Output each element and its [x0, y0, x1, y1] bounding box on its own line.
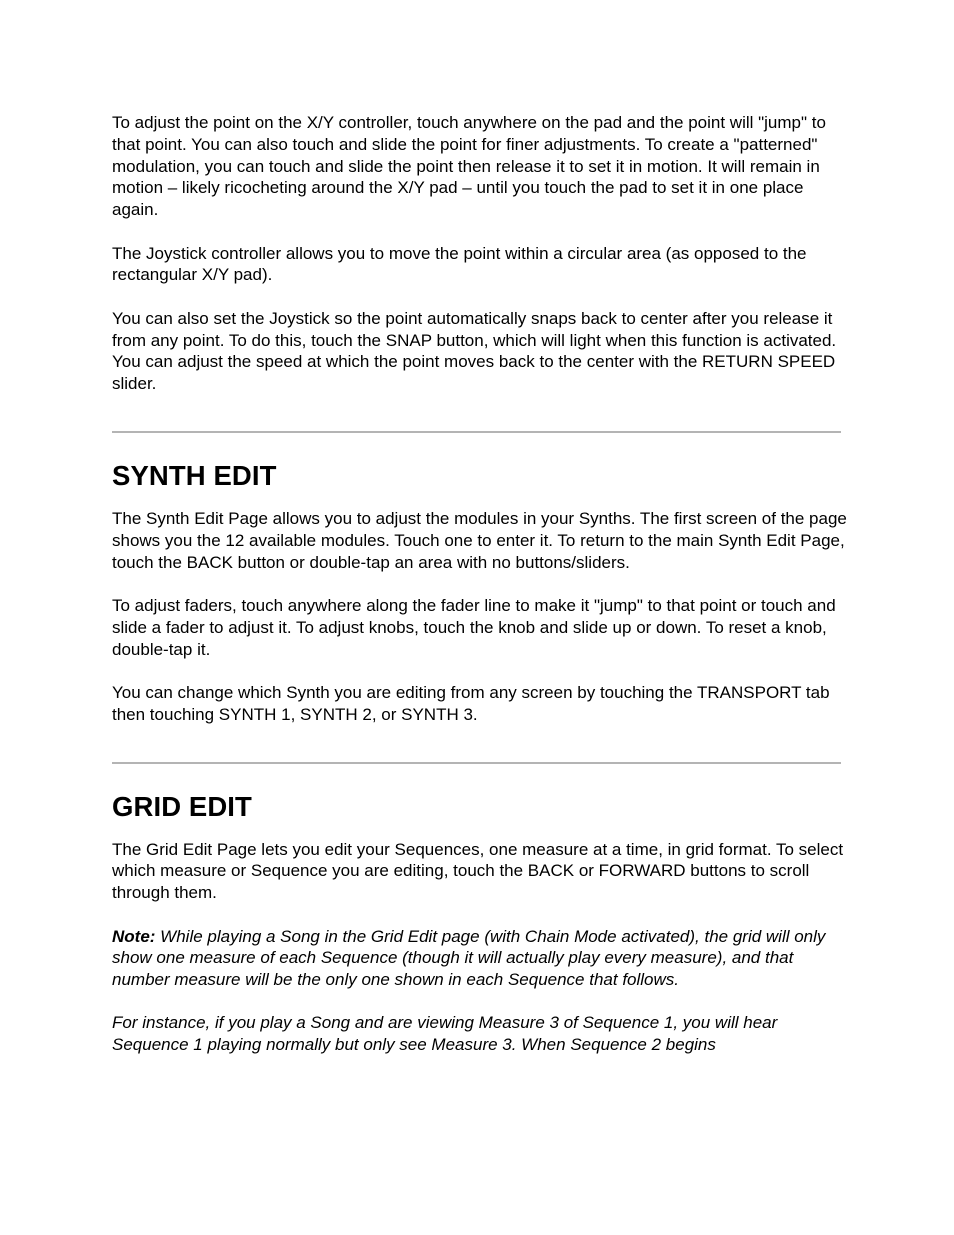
grid-edit-heading: GRID EDIT — [112, 790, 252, 822]
synth-edit-paragraph-3: You can change which Synth you are editing from any screen by touching the TRANSPORT tab then touching SYNTH 1, SYNTH 2, or SYNTH 3. — [112, 682, 830, 724]
synth-edit-paragraph-1: The Synth Edit Page allows you to adjust the modules in your Synths. The first screen of the page shows you the 12 available modules. Touch one to enter it. To return to the main Synth Edit Page, touch the BACK button or double-tap an area with no buttons/sliders. — [112, 508, 847, 572]
note-label: Note: — [112, 926, 156, 946]
synth-edit-paragraph-2: To adjust faders, touch anywhere along the fader line to make it "jump" to that point or touch and slide a fader to adjust it. To adjust knobs, touch the knob and slide up or down. To reset a knob, double-tap it. — [112, 595, 836, 659]
grid-edit-note — [112, 926, 848, 991]
document-page — [112, 112, 848, 1056]
synth-edit-heading: SYNTH EDIT — [112, 459, 277, 491]
intro-paragraph-2: The Joystick controller allows you to move the point within a circular area (as opposed to the rectangular X/Y pad). — [112, 243, 807, 285]
grid-edit-paragraph-3: For instance, if you play a Song and are viewing Measure 3 of Sequence 1, you will hear Sequence 1 playing normally but only see Measure 3. When Sequence 2 begins — [112, 1013, 778, 1055]
note-text: While playing a Song in the Grid Edit page (with Chain Mode activated), the grid will only show one measure of each Sequence (though it will actually play every measure), and that number measure will be the only one shown in each Sequence that follows. — [112, 926, 826, 990]
intro-paragraph-3: You can also set the Joystick so the point automatically snaps back to center after you release it from any point. To do this, touch the SNAP button, which will light when this function is activated. You can adjust the speed at which the point moves back to the center with the RETURN SPEED slider. — [112, 308, 837, 394]
grid-edit-paragraph-1: The Grid Edit Page lets you edit your Sequences, one measure at a time, in grid format. To select which measure or Sequence you are editing, touch the BACK or FORWARD buttons to scroll through them. — [112, 839, 844, 903]
intro-paragraph-1: To adjust the point on the X/Y controller, touch anywhere on the pad and the point will "jump" to that point. You can also touch and slide the point for finer adjustments. To create a "patterned" modulation, you can touch and slide the point then release it to set it in motion. It will remain in motion – likely ricocheting around the X/Y pad – until you touch the pad to set it in one place again. — [112, 113, 826, 220]
